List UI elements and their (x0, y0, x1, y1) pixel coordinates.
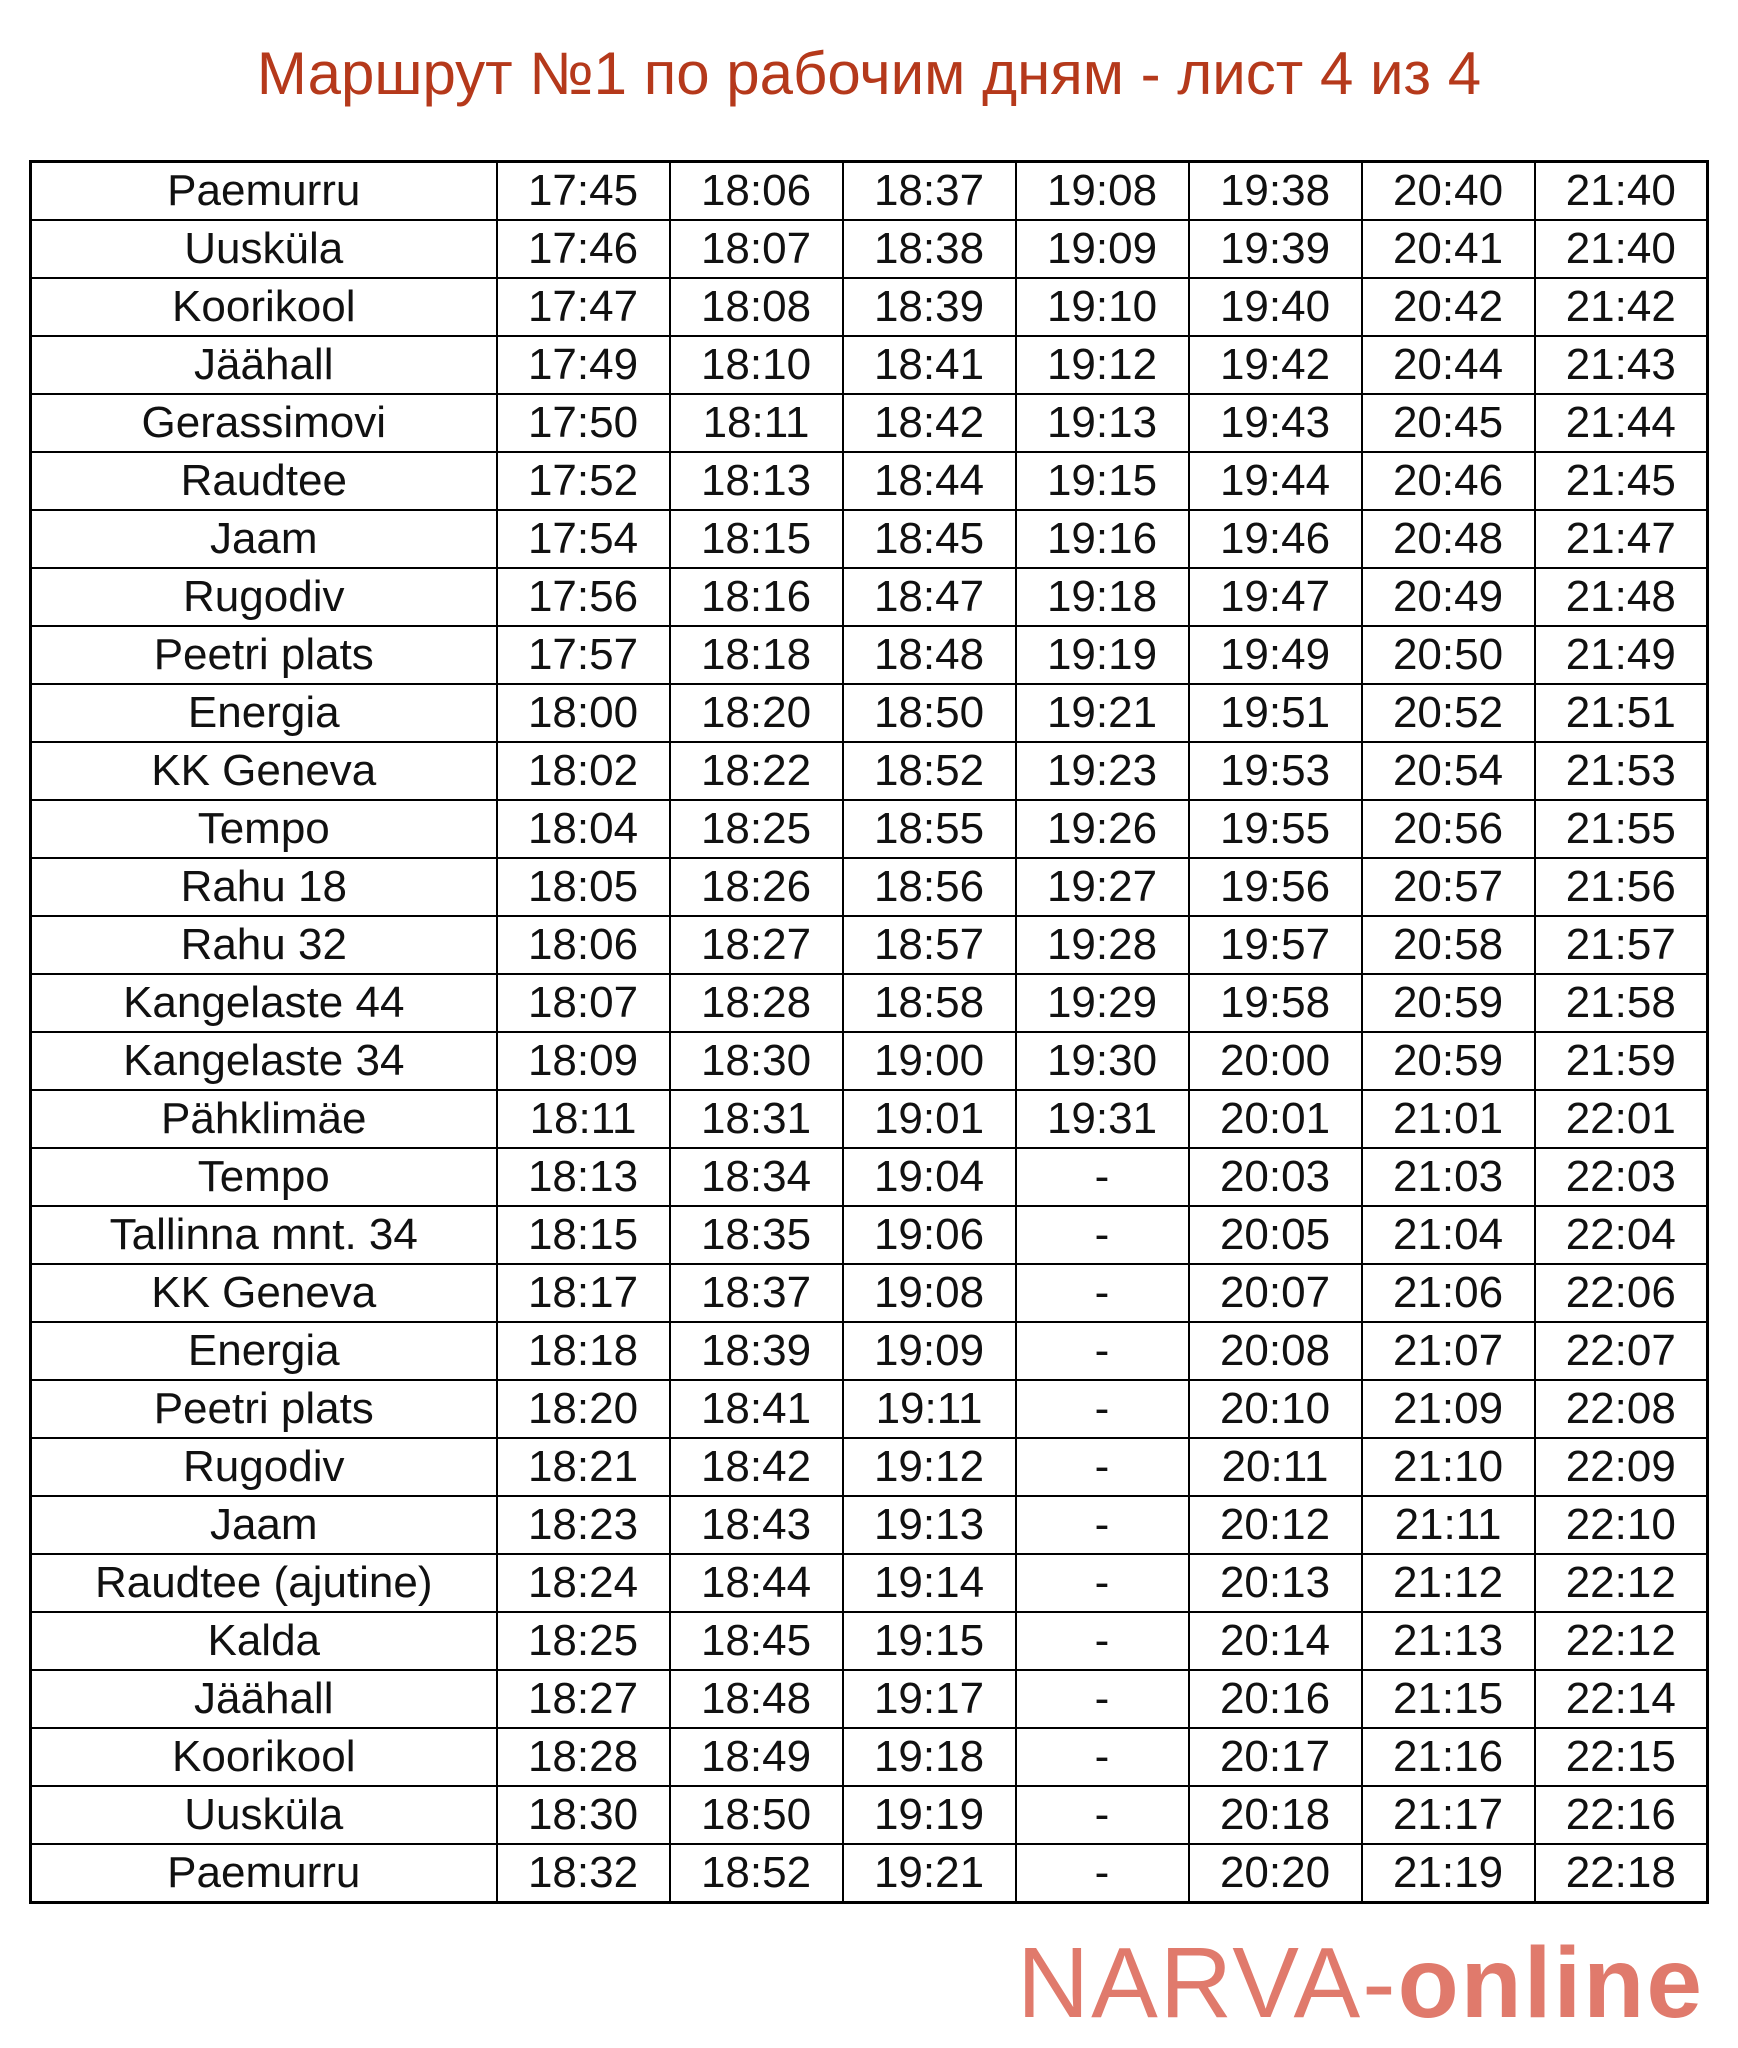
stop-name-cell: Peetri plats (31, 1380, 497, 1438)
timetable-row (31, 1264, 1708, 1322)
stop-name-cell: Tallinna mnt. 34 (31, 1206, 497, 1264)
departure-time-cell: 19:27 (1016, 858, 1189, 916)
departure-time-cell: 19:21 (1016, 684, 1189, 742)
departure-time-cell: 20:17 (1189, 1728, 1362, 1786)
departure-time-cell: 19:57 (1189, 916, 1362, 974)
departure-time-cell: 20:13 (1189, 1554, 1362, 1612)
departure-time-cell: 18:11 (497, 1090, 670, 1148)
timetable-row (31, 1844, 1708, 1903)
departure-time-cell: - (1016, 1786, 1189, 1844)
departure-time-cell: 19:53 (1189, 742, 1362, 800)
departure-time-cell: 19:43 (1189, 394, 1362, 452)
departure-time-cell: 21:48 (1535, 568, 1708, 626)
departure-time-cell: 18:21 (497, 1438, 670, 1496)
departure-time-cell: 19:10 (1016, 278, 1189, 336)
departure-time-cell: 20:57 (1362, 858, 1535, 916)
departure-time-cell: 19:08 (1016, 162, 1189, 221)
departure-time-cell: 20:40 (1362, 162, 1535, 221)
departure-time-cell: - (1016, 1380, 1189, 1438)
departure-time-cell: 19:16 (1016, 510, 1189, 568)
departure-time-cell: 22:16 (1535, 1786, 1708, 1844)
departure-time-cell: 22:06 (1535, 1264, 1708, 1322)
departure-time-cell: 17:54 (497, 510, 670, 568)
timetable-row (31, 1612, 1708, 1670)
departure-time-cell: 20:07 (1189, 1264, 1362, 1322)
departure-time-cell: 17:47 (497, 278, 670, 336)
logo-text-narva: NARVA- (1016, 1927, 1398, 2039)
departure-time-cell: 18:27 (497, 1670, 670, 1728)
stop-name-cell: Jäähall (31, 1670, 497, 1728)
departure-time-cell: 21:44 (1535, 394, 1708, 452)
departure-time-cell: 20:00 (1189, 1032, 1362, 1090)
departure-time-cell: 21:01 (1362, 1090, 1535, 1148)
departure-time-cell: 21:49 (1535, 626, 1708, 684)
timetable-row (31, 278, 1708, 336)
departure-time-cell: 18:39 (843, 278, 1016, 336)
departure-time-cell: 19:38 (1189, 162, 1362, 221)
timetable-row (31, 1786, 1708, 1844)
departure-time-cell: 18:08 (670, 278, 843, 336)
departure-time-cell: 19:09 (1016, 220, 1189, 278)
stop-name-cell: Raudtee (ajutine) (31, 1554, 497, 1612)
departure-time-cell: 19:21 (843, 1844, 1016, 1903)
departure-time-cell: 19:00 (843, 1032, 1016, 1090)
departure-time-cell: 18:37 (670, 1264, 843, 1322)
departure-time-cell: 19:47 (1189, 568, 1362, 626)
departure-time-cell: 19:49 (1189, 626, 1362, 684)
departure-time-cell: 18:06 (497, 916, 670, 974)
departure-time-cell: 18:15 (497, 1206, 670, 1264)
stop-name-cell: Paemurru (31, 1844, 497, 1903)
departure-time-cell: 18:07 (670, 220, 843, 278)
timetable-row (31, 510, 1708, 568)
departure-time-cell: 21:58 (1535, 974, 1708, 1032)
departure-time-cell: 19:17 (843, 1670, 1016, 1728)
departure-time-cell: 18:23 (497, 1496, 670, 1554)
timetable-row (31, 1380, 1708, 1438)
departure-time-cell: 22:03 (1535, 1148, 1708, 1206)
departure-time-cell: 18:17 (497, 1264, 670, 1322)
departure-time-cell: 20:11 (1189, 1438, 1362, 1496)
departure-time-cell: 19:12 (843, 1438, 1016, 1496)
departure-time-cell: 20:01 (1189, 1090, 1362, 1148)
departure-time-cell: 18:47 (843, 568, 1016, 626)
timetable-row (31, 742, 1708, 800)
departure-time-cell: 21:09 (1362, 1380, 1535, 1438)
departure-time-cell: 20:44 (1362, 336, 1535, 394)
departure-time-cell: 19:19 (1016, 626, 1189, 684)
narva-online-logo (1017, 1928, 1704, 2038)
timetable-row (31, 1090, 1708, 1148)
stop-name-cell: Uusküla (31, 1786, 497, 1844)
departure-time-cell: 19:44 (1189, 452, 1362, 510)
stop-name-cell: Kalda (31, 1612, 497, 1670)
stop-name-cell: Gerassimovi (31, 394, 497, 452)
departure-time-cell: - (1016, 1728, 1189, 1786)
departure-time-cell: 20:59 (1362, 1032, 1535, 1090)
departure-time-cell: 22:12 (1535, 1554, 1708, 1612)
departure-time-cell: 19:11 (843, 1380, 1016, 1438)
departure-time-cell: 18:49 (670, 1728, 843, 1786)
departure-time-cell: 18:45 (843, 510, 1016, 568)
departure-time-cell: 18:16 (670, 568, 843, 626)
departure-time-cell: 21:13 (1362, 1612, 1535, 1670)
departure-time-cell: 21:47 (1535, 510, 1708, 568)
departure-time-cell: 20:46 (1362, 452, 1535, 510)
departure-time-cell: 18:34 (670, 1148, 843, 1206)
departure-time-cell: 18:43 (670, 1496, 843, 1554)
departure-time-cell: 18:35 (670, 1206, 843, 1264)
departure-time-cell: 18:41 (843, 336, 1016, 394)
departure-time-cell: 19:46 (1189, 510, 1362, 568)
departure-time-cell: 20:20 (1189, 1844, 1362, 1903)
timetable-row (31, 1496, 1708, 1554)
departure-time-cell: 18:50 (843, 684, 1016, 742)
departure-time-cell: 21:06 (1362, 1264, 1535, 1322)
departure-time-cell: 19:51 (1189, 684, 1362, 742)
timetable-row (31, 858, 1708, 916)
page-title: Маршрут №1 по рабочим дням - лист 4 из 4 (256, 40, 1482, 107)
timetable-row (31, 394, 1708, 452)
stop-name-cell: Tempo (31, 1148, 497, 1206)
departure-time-cell: 20:45 (1362, 394, 1535, 452)
departure-time-cell: 20:56 (1362, 800, 1535, 858)
timetable-row (31, 1728, 1708, 1786)
timetable-row (31, 336, 1708, 394)
departure-time-cell: 18:30 (670, 1032, 843, 1090)
departure-time-cell: 18:52 (670, 1844, 843, 1903)
departure-time-cell: 18:09 (497, 1032, 670, 1090)
stop-name-cell: KK Geneva (31, 742, 497, 800)
departure-time-cell: 21:10 (1362, 1438, 1535, 1496)
timetable-row (31, 1206, 1708, 1264)
departure-time-cell: 18:30 (497, 1786, 670, 1844)
departure-time-cell: 17:50 (497, 394, 670, 452)
departure-time-cell: 18:15 (670, 510, 843, 568)
departure-time-cell: 20:41 (1362, 220, 1535, 278)
departure-time-cell: 21:19 (1362, 1844, 1535, 1903)
departure-time-cell: 22:08 (1535, 1380, 1708, 1438)
departure-time-cell: - (1016, 1206, 1189, 1264)
departure-time-cell: 21:17 (1362, 1786, 1535, 1844)
departure-time-cell: 21:57 (1535, 916, 1708, 974)
timetable-row (31, 1322, 1708, 1380)
departure-time-cell: 22:04 (1535, 1206, 1708, 1264)
departure-time-cell: 18:44 (670, 1554, 843, 1612)
departure-time-cell: 18:00 (497, 684, 670, 742)
departure-time-cell: - (1016, 1844, 1189, 1903)
departure-time-cell: 20:08 (1189, 1322, 1362, 1380)
departure-time-cell: 18:52 (843, 742, 1016, 800)
departure-time-cell: 19:31 (1016, 1090, 1189, 1148)
departure-time-cell: - (1016, 1496, 1189, 1554)
departure-time-cell: 19:42 (1189, 336, 1362, 394)
departure-time-cell: 19:12 (1016, 336, 1189, 394)
stop-name-cell: Rahu 32 (31, 916, 497, 974)
departure-time-cell: 17:56 (497, 568, 670, 626)
departure-time-cell: 18:10 (670, 336, 843, 394)
departure-time-cell: 18:28 (670, 974, 843, 1032)
departure-time-cell: 19:06 (843, 1206, 1016, 1264)
departure-time-cell: 19:19 (843, 1786, 1016, 1844)
departure-time-cell: 19:58 (1189, 974, 1362, 1032)
departure-time-cell: 19:26 (1016, 800, 1189, 858)
timetable-row (31, 1670, 1708, 1728)
departure-time-cell: 22:12 (1535, 1612, 1708, 1670)
departure-time-cell: 18:27 (670, 916, 843, 974)
departure-time-cell: - (1016, 1322, 1189, 1380)
departure-time-cell: 18:07 (497, 974, 670, 1032)
departure-time-cell: 18:38 (843, 220, 1016, 278)
departure-time-cell: 18:18 (670, 626, 843, 684)
departure-time-cell: - (1016, 1612, 1189, 1670)
departure-time-cell: 18:58 (843, 974, 1016, 1032)
departure-time-cell: 18:48 (670, 1670, 843, 1728)
departure-time-cell: 19:55 (1189, 800, 1362, 858)
departure-time-cell: 20:54 (1362, 742, 1535, 800)
departure-time-cell: 21:59 (1535, 1032, 1708, 1090)
departure-time-cell: 18:04 (497, 800, 670, 858)
stop-name-cell: Paemurru (31, 162, 497, 221)
departure-time-cell: 18:31 (670, 1090, 843, 1148)
departure-time-cell: 18:32 (497, 1844, 670, 1903)
timetable-row (31, 220, 1708, 278)
timetable-row (31, 1032, 1708, 1090)
departure-time-cell: 19:30 (1016, 1032, 1189, 1090)
departure-time-cell: 21:11 (1362, 1496, 1535, 1554)
departure-time-cell: - (1016, 1264, 1189, 1322)
timetable (29, 160, 1709, 1904)
departure-time-cell: 19:08 (843, 1264, 1016, 1322)
timetable-row (31, 452, 1708, 510)
departure-time-cell: 18:50 (670, 1786, 843, 1844)
departure-time-cell: 21:53 (1535, 742, 1708, 800)
departure-time-cell: 20:48 (1362, 510, 1535, 568)
departure-time-cell: 19:15 (1016, 452, 1189, 510)
departure-time-cell: 19:09 (843, 1322, 1016, 1380)
departure-time-cell: 19:40 (1189, 278, 1362, 336)
departure-time-cell: 18:13 (497, 1148, 670, 1206)
timetable-row (31, 162, 1708, 221)
departure-time-cell: 22:07 (1535, 1322, 1708, 1380)
timetable-body (31, 162, 1708, 1903)
departure-time-cell: 18:42 (843, 394, 1016, 452)
stop-name-cell: Peetri plats (31, 626, 497, 684)
departure-time-cell: 18:41 (670, 1380, 843, 1438)
departure-time-cell: - (1016, 1148, 1189, 1206)
departure-time-cell: 17:52 (497, 452, 670, 510)
departure-time-cell: 20:10 (1189, 1380, 1362, 1438)
departure-time-cell: 19:01 (843, 1090, 1016, 1148)
departure-time-cell: 18:42 (670, 1438, 843, 1496)
departure-time-cell: 19:56 (1189, 858, 1362, 916)
departure-time-cell: - (1016, 1670, 1189, 1728)
departure-time-cell: 18:48 (843, 626, 1016, 684)
departure-time-cell: 19:29 (1016, 974, 1189, 1032)
stop-name-cell: Jaam (31, 1496, 497, 1554)
stop-name-cell: Energia (31, 1322, 497, 1380)
departure-time-cell: 18:39 (670, 1322, 843, 1380)
stop-name-cell: Pähklimäe (31, 1090, 497, 1148)
departure-time-cell: 18:13 (670, 452, 843, 510)
departure-time-cell: 17:57 (497, 626, 670, 684)
stop-name-cell: KK Geneva (31, 1264, 497, 1322)
departure-time-cell: 21:40 (1535, 162, 1708, 221)
departure-time-cell: 21:04 (1362, 1206, 1535, 1264)
stop-name-cell: Rahu 18 (31, 858, 497, 916)
timetable-row (31, 568, 1708, 626)
stop-name-cell: Jaam (31, 510, 497, 568)
departure-time-cell: 20:58 (1362, 916, 1535, 974)
departure-time-cell: 20:12 (1189, 1496, 1362, 1554)
departure-time-cell: 18:25 (670, 800, 843, 858)
departure-time-cell: 20:05 (1189, 1206, 1362, 1264)
timetable-row (31, 916, 1708, 974)
departure-time-cell: 22:01 (1535, 1090, 1708, 1148)
departure-time-cell: 18:05 (497, 858, 670, 916)
departure-time-cell: 18:06 (670, 162, 843, 221)
logo-text-online: online (1397, 1927, 1704, 2039)
departure-time-cell: 18:24 (497, 1554, 670, 1612)
departure-time-cell: 21:43 (1535, 336, 1708, 394)
departure-time-cell: 17:46 (497, 220, 670, 278)
departure-time-cell: 18:25 (497, 1612, 670, 1670)
departure-time-cell: 22:18 (1535, 1844, 1708, 1903)
departure-time-cell: 19:18 (1016, 568, 1189, 626)
departure-time-cell: 18:20 (497, 1380, 670, 1438)
stop-name-cell: Uusküla (31, 220, 497, 278)
timetable-row (31, 800, 1708, 858)
departure-time-cell: 22:09 (1535, 1438, 1708, 1496)
departure-time-cell: 21:51 (1535, 684, 1708, 742)
stop-name-cell: Energia (31, 684, 497, 742)
stop-name-cell: Rugodiv (31, 568, 497, 626)
departure-time-cell: 19:13 (1016, 394, 1189, 452)
timetable-row (31, 684, 1708, 742)
departure-time-cell: 18:37 (843, 162, 1016, 221)
departure-time-cell: 21:55 (1535, 800, 1708, 858)
departure-time-cell: 18:56 (843, 858, 1016, 916)
departure-time-cell: 19:14 (843, 1554, 1016, 1612)
departure-time-cell: 19:04 (843, 1148, 1016, 1206)
departure-time-cell: 19:39 (1189, 220, 1362, 278)
departure-time-cell: 21:03 (1362, 1148, 1535, 1206)
stop-name-cell: Kangelaste 34 (31, 1032, 497, 1090)
departure-time-cell: 19:23 (1016, 742, 1189, 800)
departure-time-cell: 20:50 (1362, 626, 1535, 684)
stop-name-cell: Jäähall (31, 336, 497, 394)
timetable-row (31, 1438, 1708, 1496)
departure-time-cell: 17:49 (497, 336, 670, 394)
departure-time-cell: 19:18 (843, 1728, 1016, 1786)
departure-time-cell: 18:18 (497, 1322, 670, 1380)
departure-time-cell: 18:20 (670, 684, 843, 742)
departure-time-cell: 19:28 (1016, 916, 1189, 974)
stop-name-cell: Tempo (31, 800, 497, 858)
departure-time-cell: 18:26 (670, 858, 843, 916)
departure-time-cell: 22:14 (1535, 1670, 1708, 1728)
departure-time-cell: 21:40 (1535, 220, 1708, 278)
stop-name-cell: Rugodiv (31, 1438, 497, 1496)
departure-time-cell: 18:02 (497, 742, 670, 800)
departure-time-cell: - (1016, 1438, 1189, 1496)
departure-time-cell: 18:28 (497, 1728, 670, 1786)
departure-time-cell: - (1016, 1554, 1189, 1612)
departure-time-cell: 18:44 (843, 452, 1016, 510)
stop-name-cell: Koorikool (31, 278, 497, 336)
departure-time-cell: 17:45 (497, 162, 670, 221)
departure-time-cell: 18:57 (843, 916, 1016, 974)
timetable-row (31, 1554, 1708, 1612)
stop-name-cell: Kangelaste 44 (31, 974, 497, 1032)
departure-time-cell: 20:59 (1362, 974, 1535, 1032)
stop-name-cell: Koorikool (31, 1728, 497, 1786)
departure-time-cell: 20:52 (1362, 684, 1535, 742)
departure-time-cell: 21:12 (1362, 1554, 1535, 1612)
departure-time-cell: 20:03 (1189, 1148, 1362, 1206)
departure-time-cell: 19:15 (843, 1612, 1016, 1670)
departure-time-cell: 20:14 (1189, 1612, 1362, 1670)
departure-time-cell: 21:45 (1535, 452, 1708, 510)
departure-time-cell: 18:22 (670, 742, 843, 800)
departure-time-cell: 20:18 (1189, 1786, 1362, 1844)
departure-time-cell: 22:10 (1535, 1496, 1708, 1554)
stop-name-cell: Raudtee (31, 452, 497, 510)
departure-time-cell: 18:11 (670, 394, 843, 452)
timetable-row (31, 1148, 1708, 1206)
timetable-row (31, 626, 1708, 684)
departure-time-cell: 18:55 (843, 800, 1016, 858)
departure-time-cell: 20:42 (1362, 278, 1535, 336)
departure-time-cell: 21:16 (1362, 1728, 1535, 1786)
departure-time-cell: 21:42 (1535, 278, 1708, 336)
timetable-row (31, 974, 1708, 1032)
departure-time-cell: 20:49 (1362, 568, 1535, 626)
departure-time-cell: 22:15 (1535, 1728, 1708, 1786)
departure-time-cell: 18:45 (670, 1612, 843, 1670)
departure-time-cell: 21:56 (1535, 858, 1708, 916)
departure-time-cell: 21:15 (1362, 1670, 1535, 1728)
departure-time-cell: 20:16 (1189, 1670, 1362, 1728)
departure-time-cell: 21:07 (1362, 1322, 1535, 1380)
departure-time-cell: 19:13 (843, 1496, 1016, 1554)
